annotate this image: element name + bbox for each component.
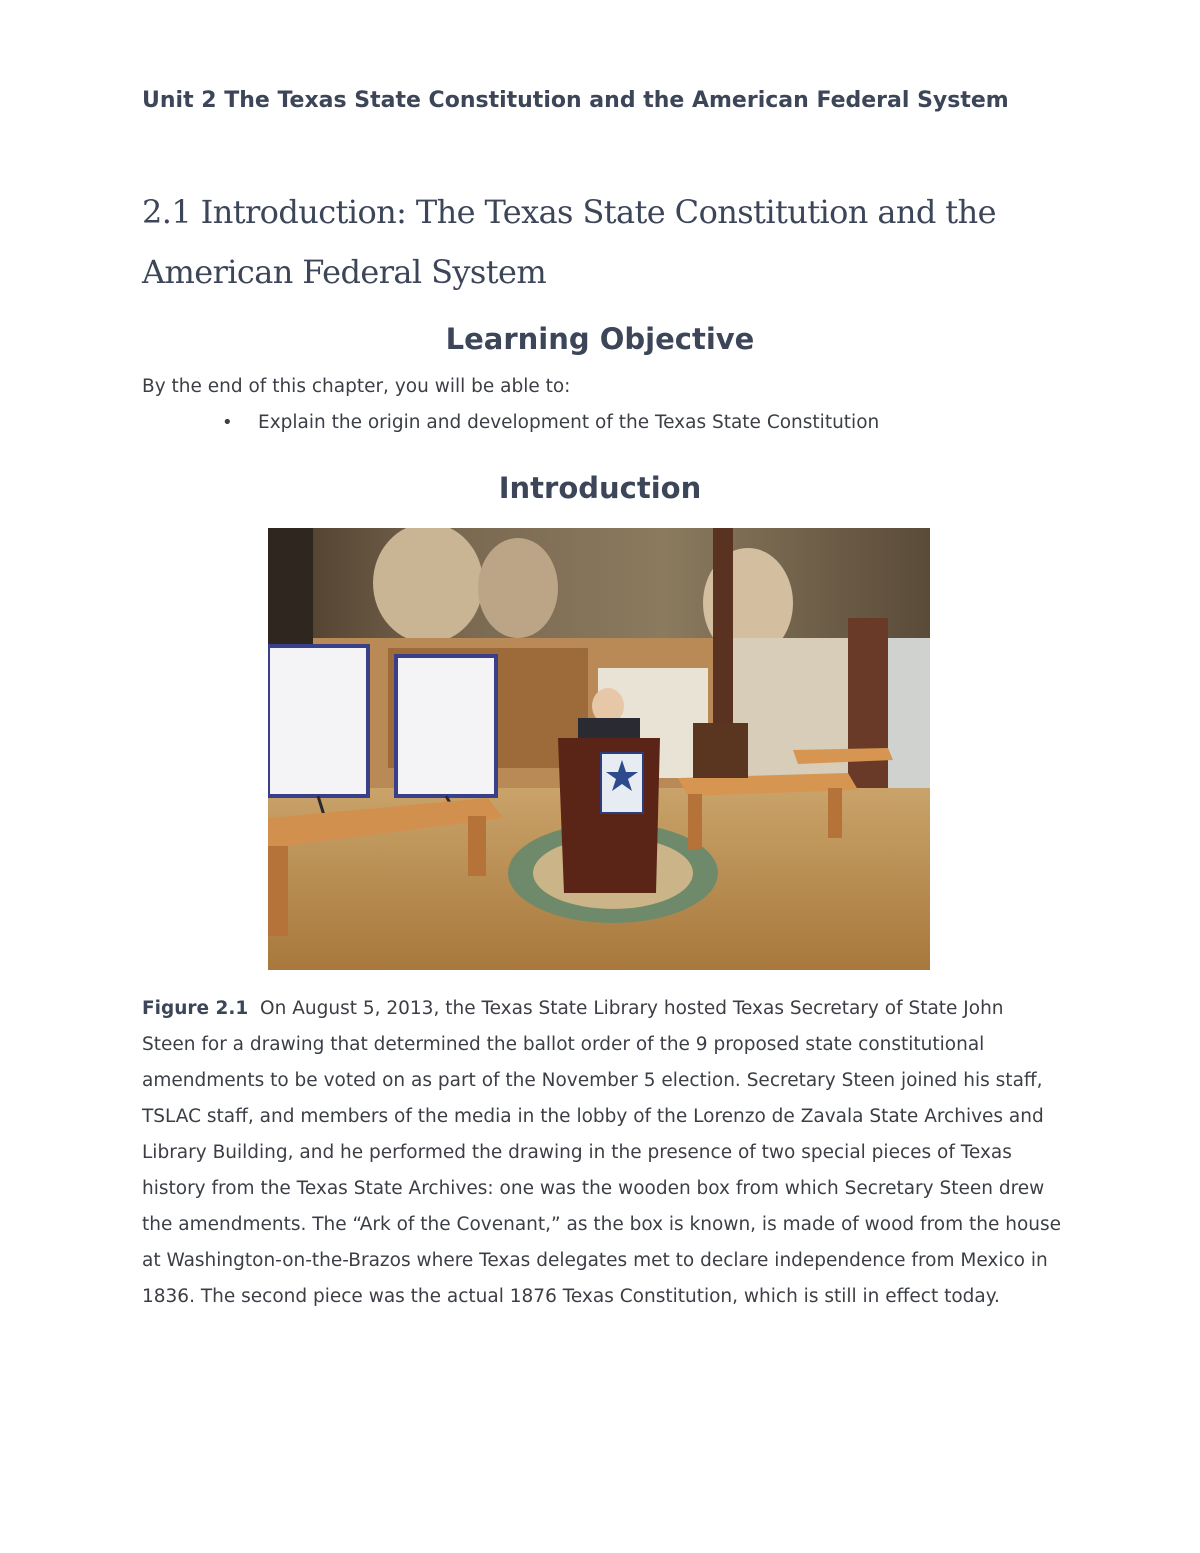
learning-objective-heading: Learning Objective: [445, 322, 755, 356]
figure-caption: [142, 991, 1062, 1315]
learning-objective-intro: By the end of this chapter, you will be able to:: [142, 376, 571, 397]
objective-text: Explain the origin and development of the Texas State Constitution: [258, 412, 880, 433]
list-item: [222, 412, 879, 433]
bullet-icon: •: [222, 412, 233, 433]
figure-photo: [268, 528, 930, 970]
section-title: 2.1 Introduction: The Texas State Constitution and the American Federal System: [142, 193, 996, 291]
unit-title: Unit 2 The Texas State Constitution and the American Federal System: [142, 88, 1009, 113]
figure-label: Figure 2.1: [142, 998, 249, 1019]
objectives-list: [222, 412, 879, 433]
library-lobby-photo: [268, 528, 930, 970]
caption-text: On August 5, 2013, the Texas State Library hosted Texas Secretary of State John Steen for a drawing that determined the ballot order of the 9 proposed state constitutional amendments to be voted on as part of the November 5 election. Secretary Steen joined his staff, TSLAC staff, and members of the media in the lobby of the Lorenzo de Zavala State Archives and Library Building, and he performed the drawing in the presence of two special pieces of Texas history from the Texas State Archives: one was the wooden box from which Secretary Steen drew the amendments. The “Ark of the Covenant,” as the box is known, is made of wood from the house at Washington-on-the-Brazos where Texas delegates met to declare independence from Mexico in 1836. The second piece was the actual 1876 Texas Constitution, which is still in effect today.: [142, 998, 1062, 1307]
introduction-heading: Introduction: [498, 471, 702, 505]
